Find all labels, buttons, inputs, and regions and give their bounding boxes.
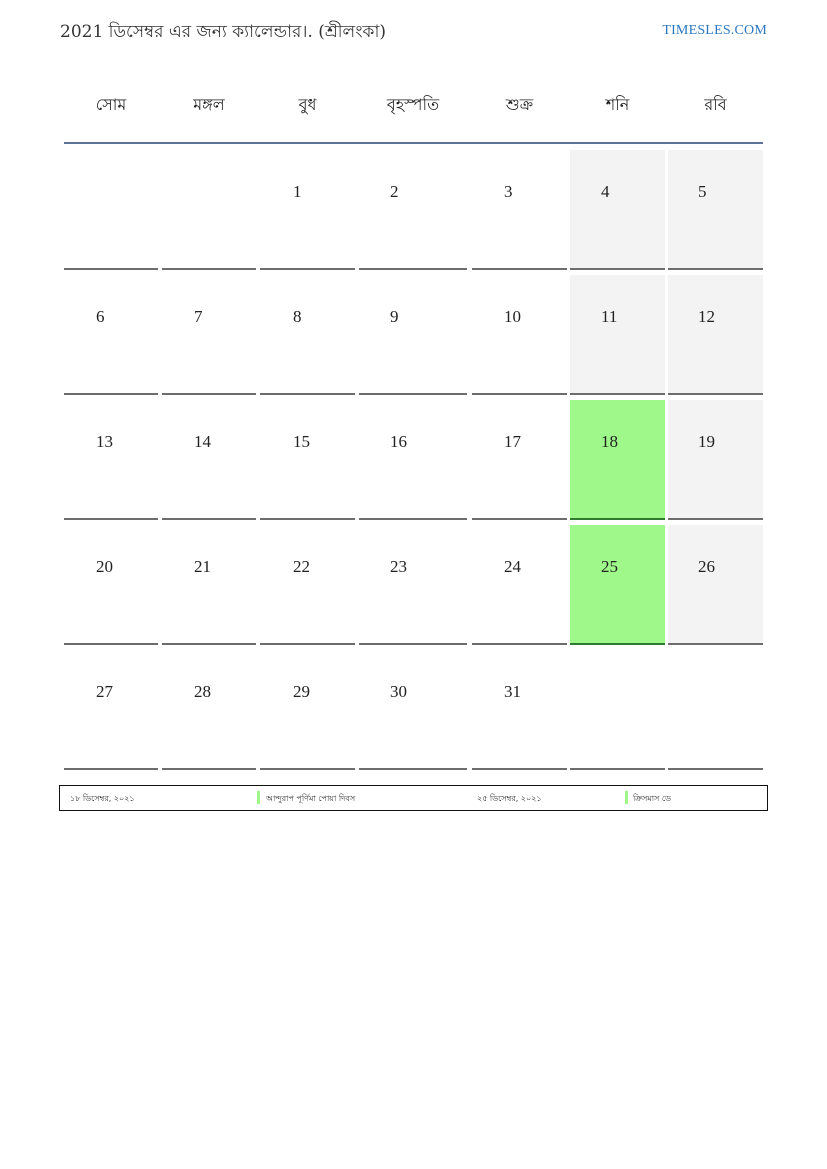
day-cell-30[interactable] — [359, 650, 467, 770]
legend-date-2: ২৫ ডিসেম্বর, ২০২১ — [477, 794, 542, 803]
day-cell-6[interactable] — [64, 275, 158, 395]
day-cell-14[interactable] — [162, 400, 256, 520]
empty-day-cell — [64, 150, 158, 270]
day-number: 21 — [194, 557, 211, 576]
day-cell-17[interactable] — [472, 400, 567, 520]
day-cell-12[interactable] — [668, 275, 763, 395]
day-number: 30 — [390, 682, 407, 701]
day-number: 18 — [601, 432, 618, 451]
day-number: 8 — [293, 307, 302, 326]
day-number: 28 — [194, 682, 211, 701]
day-number: 23 — [390, 557, 407, 576]
day-cell-13[interactable] — [64, 400, 158, 520]
weekday-tuesday: মঙ্গল — [193, 95, 225, 114]
day-number: 24 — [504, 557, 521, 576]
day-cell-8[interactable] — [260, 275, 355, 395]
weekday-monday: সোম — [95, 95, 127, 114]
holiday-legend — [59, 785, 768, 811]
empty-day-cell — [668, 650, 763, 770]
day-number: 3 — [504, 182, 513, 201]
day-cell-27[interactable] — [64, 650, 158, 770]
day-number: 22 — [293, 557, 310, 576]
legend-marker-2 — [625, 791, 628, 804]
day-cell-4[interactable] — [570, 150, 665, 270]
day-number: 10 — [504, 307, 521, 326]
day-number: 17 — [504, 432, 521, 451]
weekday-saturday: শনি — [605, 95, 630, 114]
day-number: 11 — [601, 307, 618, 326]
header-divider — [64, 142, 763, 144]
day-number: 5 — [698, 182, 707, 201]
day-number: 1 — [293, 182, 302, 201]
day-cell-26[interactable] — [668, 525, 763, 645]
legend-date-1: ১৮ ডিসেম্বর, ২০২১ — [70, 794, 135, 803]
day-cell-11[interactable] — [570, 275, 665, 395]
day-number: 15 — [293, 432, 310, 451]
day-cell-7[interactable] — [162, 275, 256, 395]
day-cell-22[interactable] — [260, 525, 355, 645]
weekday-sunday: রবি — [704, 95, 727, 114]
day-cell-23[interactable] — [359, 525, 467, 645]
empty-day-cell — [162, 150, 256, 270]
day-number: 27 — [96, 682, 113, 701]
day-number: 26 — [698, 557, 715, 576]
day-number: 25 — [601, 557, 618, 576]
day-cell-16[interactable] — [359, 400, 467, 520]
day-cell-10[interactable] — [472, 275, 567, 395]
day-cell-24[interactable] — [472, 525, 567, 645]
day-number: 6 — [96, 307, 105, 326]
day-number: 29 — [293, 682, 310, 701]
day-number: 2 — [390, 182, 399, 201]
legend-holiday-2: ক্রিসমাস ডে — [633, 794, 671, 803]
day-cell-2[interactable] — [359, 150, 467, 270]
day-number: 20 — [96, 557, 113, 576]
day-number: 13 — [96, 432, 113, 451]
day-cell-25[interactable] — [570, 525, 665, 645]
day-cell-3[interactable] — [472, 150, 567, 270]
legend-marker-1 — [257, 791, 260, 804]
day-cell-28[interactable] — [162, 650, 256, 770]
legend-holiday-1: আন্দুরাপ পূর্ণিমা পোয়া দিবস — [266, 794, 356, 803]
day-number: 4 — [601, 182, 610, 201]
day-number: 31 — [504, 682, 521, 701]
day-cell-20[interactable] — [64, 525, 158, 645]
day-cell-5[interactable] — [668, 150, 763, 270]
day-cell-29[interactable] — [260, 650, 355, 770]
day-number: 7 — [194, 307, 203, 326]
site-link[interactable]: TIMESLES.COM — [662, 23, 767, 38]
weekday-header-row — [0, 78, 827, 128]
day-cell-15[interactable] — [260, 400, 355, 520]
day-cell-1[interactable] — [260, 150, 355, 270]
day-number: 14 — [194, 432, 211, 451]
day-number: 19 — [698, 432, 715, 451]
day-cell-19[interactable] — [668, 400, 763, 520]
empty-day-cell — [570, 650, 665, 770]
day-cell-21[interactable] — [162, 525, 256, 645]
day-number: 9 — [390, 307, 399, 326]
day-number: 12 — [698, 307, 715, 326]
day-cell-9[interactable] — [359, 275, 467, 395]
day-number: 16 — [390, 432, 407, 451]
day-cell-18[interactable] — [570, 400, 665, 520]
page-title: 2021 ডিসেম্বর এর জন্য ক্যালেন্ডার।. (শ্রীলংকা) — [60, 22, 387, 42]
weekday-friday: শুক্র — [505, 95, 534, 114]
weekday-thursday: বৃহস্পতি — [386, 95, 440, 114]
day-cell-31[interactable] — [472, 650, 567, 770]
weekday-wednesday: বুধ — [298, 95, 317, 114]
